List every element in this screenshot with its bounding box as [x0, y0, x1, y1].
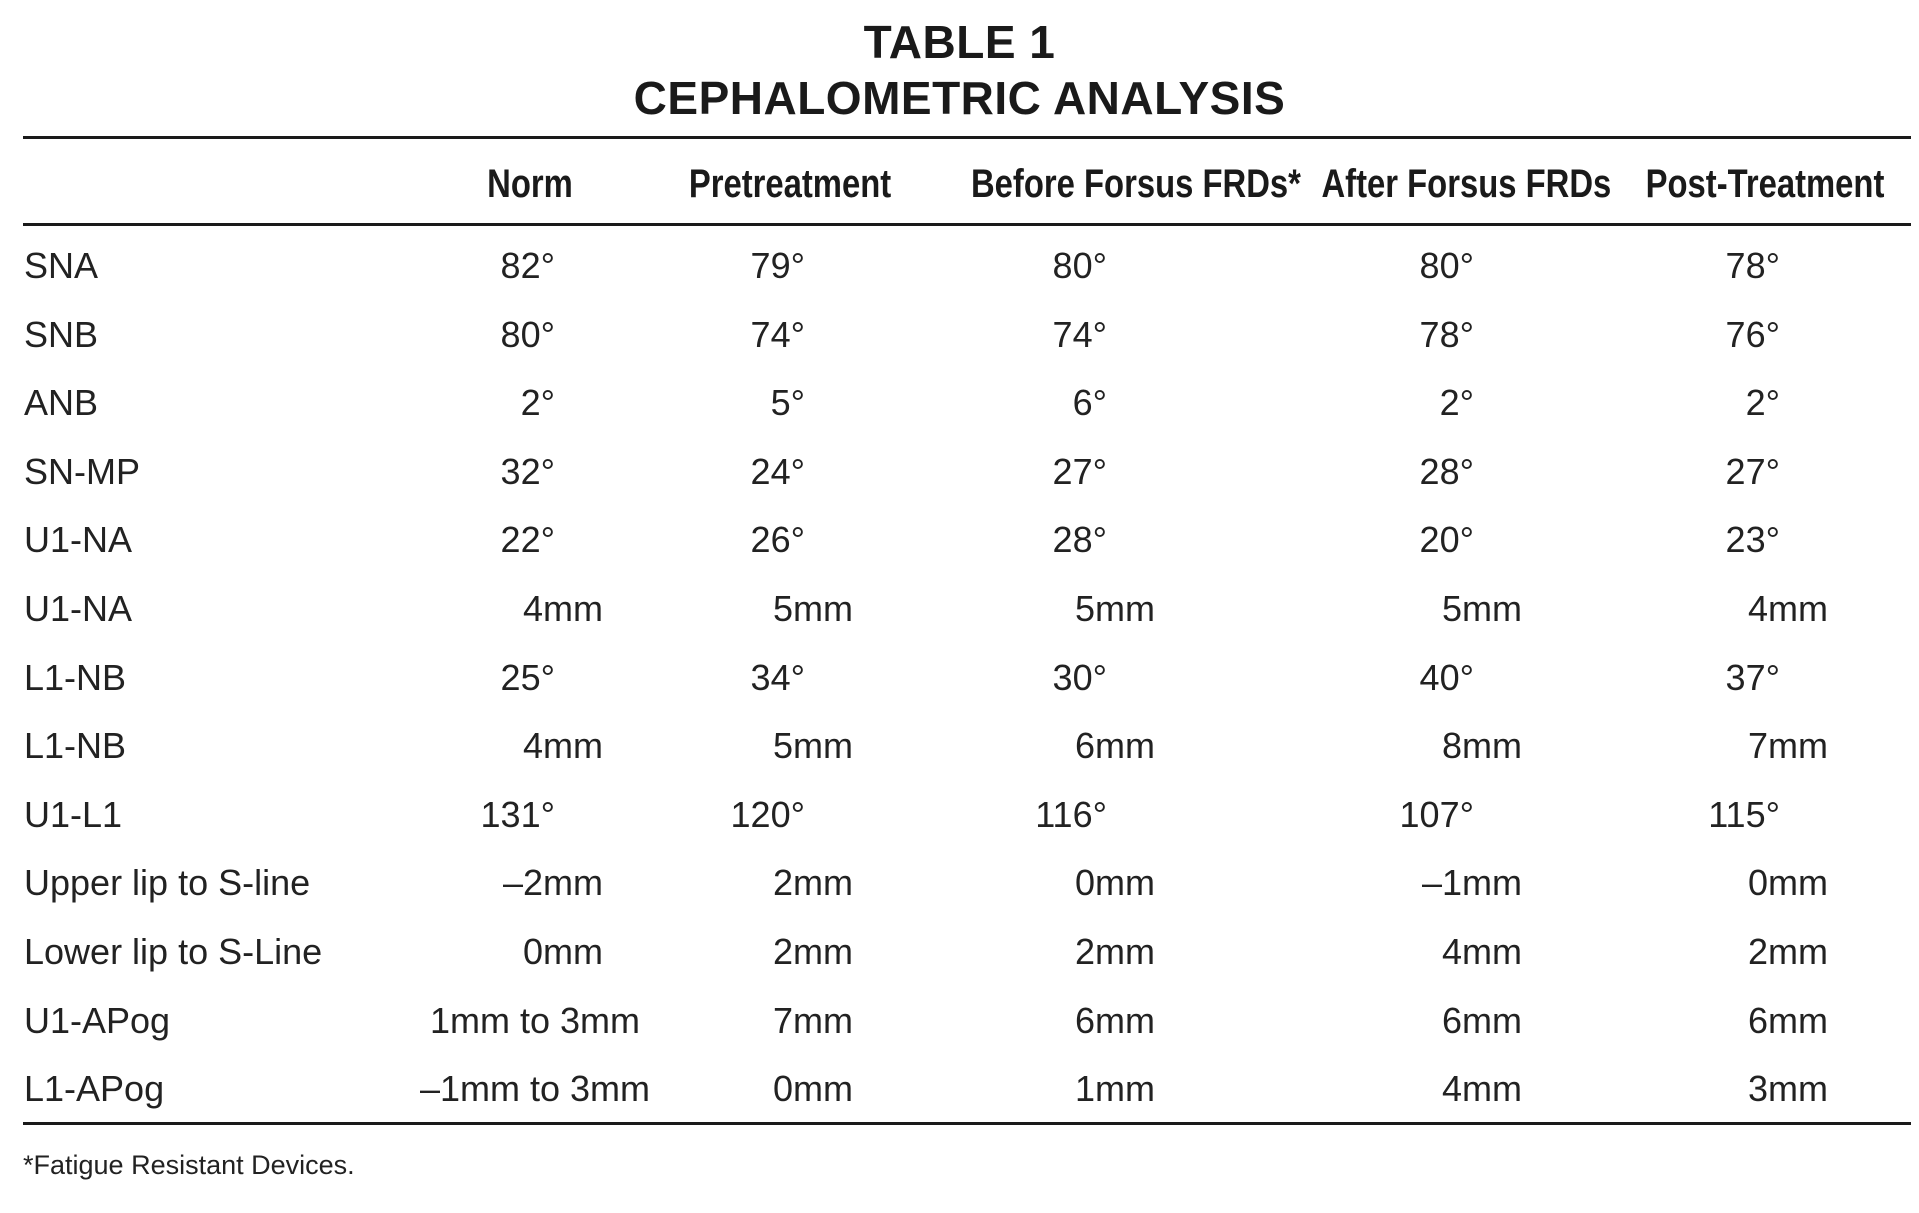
- table-cell: 1mm to 3mm: [429, 999, 641, 1041]
- table-cell: 5mm: [1075, 588, 1155, 629]
- row-label: L1-NB: [24, 725, 127, 767]
- column-header-pretreatment: Pretreatment: [688, 162, 892, 206]
- table-row: [0, 579, 1919, 639]
- table-row: [0, 991, 1919, 1051]
- row-label: U1-NA: [24, 588, 133, 629]
- table-cell: 6°: [1072, 382, 1107, 424]
- table-cell: 37°: [1725, 656, 1780, 698]
- table-cell: 78°: [1419, 313, 1474, 355]
- table-cell: 4mm: [1442, 1068, 1522, 1110]
- table-row: [0, 236, 1919, 296]
- table-cell: 4mm: [523, 725, 603, 767]
- table-title: TABLE 1: [863, 16, 1056, 68]
- table-cell: 115°: [1708, 793, 1780, 835]
- table-cell: 74°: [750, 313, 805, 355]
- table-cell: 6mm: [1075, 725, 1155, 767]
- table-cell: 2mm: [1748, 931, 1828, 972]
- table-cell: 6mm: [1442, 999, 1522, 1041]
- column-header-post-treatment: Post-Treatment: [1645, 162, 1885, 206]
- table-cell: 7mm: [1748, 725, 1828, 767]
- table-cell: 27°: [1725, 450, 1780, 492]
- table-subtitle: CEPHALOMETRIC ANALYSIS: [633, 72, 1286, 124]
- table-cell: 107°: [1399, 793, 1474, 835]
- table-cell: 74°: [1052, 313, 1107, 355]
- table-cell: 2°: [520, 382, 555, 424]
- table-cell: 80°: [500, 313, 555, 355]
- table-cell: 82°: [500, 245, 555, 286]
- table-row: [0, 1059, 1919, 1119]
- table-cell: 0mm: [523, 931, 603, 972]
- table-row: [0, 442, 1919, 502]
- table-cell: 80°: [1419, 245, 1474, 286]
- table-cell: 2°: [1745, 382, 1780, 424]
- table-cell: 8mm: [1442, 725, 1522, 767]
- row-label: L1-APog: [24, 1068, 165, 1110]
- row-label: U1-NA: [24, 519, 133, 561]
- bottom-rule: [23, 1122, 1911, 1125]
- footnote: *Fatigue Resistant Devices.: [23, 1150, 355, 1180]
- table-row: [0, 373, 1919, 433]
- table-cell: 2°: [1439, 382, 1474, 424]
- table-cell: 120°: [730, 793, 805, 835]
- table-cell: 28°: [1419, 450, 1474, 492]
- table-cell: –1mm to 3mm: [419, 1068, 651, 1110]
- column-header-norm: Norm: [487, 162, 573, 206]
- table-row: [0, 648, 1919, 708]
- table-cell: 25°: [500, 656, 555, 698]
- table-row: [0, 922, 1919, 982]
- table-cell: 79°: [750, 245, 805, 286]
- table-row: [0, 716, 1919, 776]
- table-cell: 7mm: [773, 999, 853, 1041]
- table-cell: 24°: [750, 450, 805, 492]
- row-label: SNB: [24, 313, 99, 355]
- table-cell: –2mm: [502, 862, 603, 904]
- table-row: [0, 853, 1919, 913]
- table-cell: 76°: [1725, 313, 1780, 355]
- row-label: Lower lip to S-Line: [24, 931, 323, 972]
- table-cell: 0mm: [773, 1068, 853, 1110]
- table-cell: 2mm: [773, 931, 853, 972]
- table-cell: 2mm: [1075, 931, 1155, 972]
- row-label: Upper lip to S-line: [24, 862, 311, 904]
- table-cell: 26°: [750, 519, 805, 561]
- table-cell: 28°: [1052, 519, 1107, 561]
- row-label: SNA: [24, 245, 99, 286]
- table-cell: 23°: [1725, 519, 1780, 561]
- table-cell: 34°: [750, 656, 805, 698]
- table-cell: 32°: [500, 450, 555, 492]
- table-cell: 27°: [1052, 450, 1107, 492]
- row-label: L1-NB: [24, 656, 127, 698]
- table-cell: 131°: [480, 793, 555, 835]
- column-header-after-forsus: After Forsus FRDs: [1321, 162, 1612, 206]
- table-cell: 6mm: [1748, 999, 1828, 1041]
- table-cell: 3mm: [1748, 1068, 1828, 1110]
- table-cell: 5mm: [773, 588, 853, 629]
- table-cell: 1mm: [1075, 1068, 1155, 1110]
- row-label: ANB: [24, 382, 99, 424]
- row-label: U1-L1: [24, 793, 123, 835]
- table-cell: 0mm: [1748, 862, 1828, 904]
- table-cell: 5mm: [773, 725, 853, 767]
- table-cell: 4mm: [1748, 588, 1828, 629]
- top-rule: [23, 136, 1911, 139]
- table-cell: –1mm: [1421, 862, 1522, 904]
- table-cell: 80°: [1052, 245, 1107, 286]
- column-header-before-forsus: Before Forsus FRDs*: [971, 162, 1301, 206]
- table-cell: 2mm: [773, 862, 853, 904]
- table-cell: 4mm: [1442, 931, 1522, 972]
- table-cell: 0mm: [1075, 862, 1155, 904]
- table-cell: 22°: [500, 519, 555, 561]
- table-cell: 78°: [1725, 245, 1780, 286]
- row-label: U1-APog: [24, 999, 171, 1041]
- table-row: [0, 305, 1919, 365]
- table-cell: 5mm: [1442, 588, 1522, 629]
- row-label: SN-MP: [24, 450, 140, 492]
- table-row: [0, 510, 1919, 570]
- table-row: [0, 785, 1919, 845]
- header-rule: [23, 223, 1911, 226]
- table-cell: 5°: [770, 382, 805, 424]
- table-cell: 116°: [1035, 793, 1107, 835]
- table-cell: 20°: [1419, 519, 1474, 561]
- table-cell: 6mm: [1075, 999, 1155, 1041]
- table-cell: 30°: [1052, 656, 1107, 698]
- table-cell: 4mm: [523, 588, 603, 629]
- table-cell: 40°: [1419, 656, 1474, 698]
